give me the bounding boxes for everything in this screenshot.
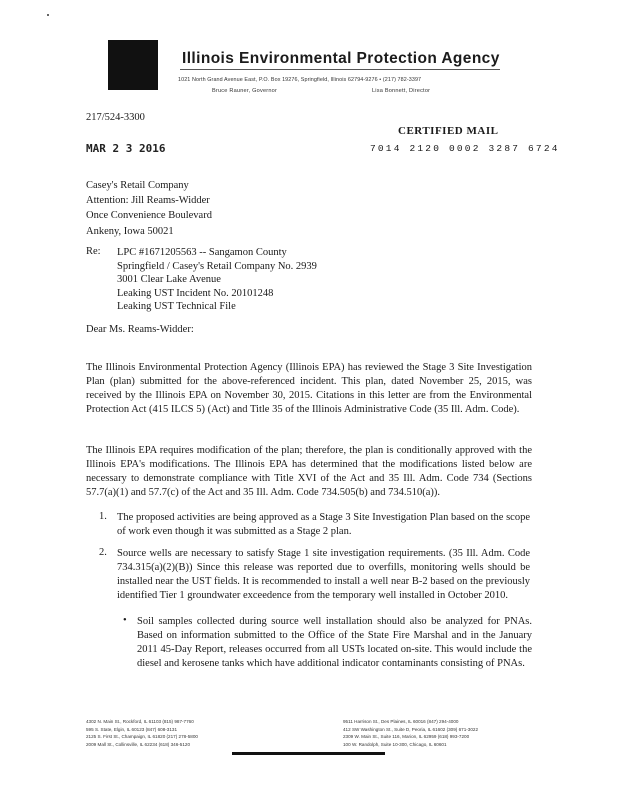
re-label: Re: (86, 246, 101, 257)
date-stamp: MAR 2 3 2016 (86, 142, 166, 155)
list-item-text: Source wells are necessary to satisfy Stage 1 site investigation requirements. (35 Ill. Adm. Code 734.315(a)(2)(B)) Since this release was reported due to overfills, monitoring wells should be installed near the UST fields. It is recommended to install a well near B-2 based on the previously identified Tier 1 groundwater exceedence from the temporary well installed in October 2010. (117, 548, 530, 601)
body-paragraph: The Illinois EPA requires modification of the plan; therefore, the plan is conditionally approved with the Illinois EPA's modifications. The Illinois EPA has determined that the modifications listed below are necessary to demonstrate compliance with Title XVI of the Act and 35 Ill. Adm. Code 734 (Sections 57.7(a)(1) and 57.7(c) of the Act and 35 Ill. Adm. Code 734.505(b) and 734.510(a)). (86, 445, 532, 498)
certified-mail-label: CERTIFIED MAIL (398, 125, 499, 137)
list-number: 2. (99, 547, 107, 558)
re-line: Leaking UST Incident No. 20101248 (117, 287, 274, 299)
agency-address: 1021 North Grand Avenue East, P.O. Box 19276, Springfield, Illinois 62794-9276 • (217) 782-3397 (178, 77, 422, 83)
footer-line: 9511 Harrison St., Des Plaines, IL 60016 (847) 294-4000 (343, 719, 459, 724)
addressee-line: Attention: Jill Reams-Widder (86, 195, 210, 207)
re-line: LPC #1671205563 -- Sangamon County (117, 247, 287, 258)
scan-speck (47, 14, 49, 16)
agency-name: Illinois Environmental Protection Agency (182, 50, 500, 67)
phone-number: 217/524-3300 (86, 112, 145, 123)
addressee-line: Once Convenience Boulevard (86, 210, 212, 222)
footer-line: 412 SW Washington St., Suite D, Peoria, IL 61602 (309) 671-3022 (343, 726, 478, 732)
body-paragraph: The Illinois Environmental Protection Agency (Illinois EPA) has reviewed the Stage 3 Site Investigation Plan (plan) submitted for the above-referenced incident. This plan, dated November 25, 2015, was received by the Illinois EPA on November 30, 2015. Citations in this letter are from the Environmental Protection Act (415 ILCS 5) (Act) and Title 35 of the Illinois Administrative Code (35 Ill. Adm. Code). (86, 362, 532, 415)
re-block (117, 246, 317, 314)
re-line: Springfield / Casey's Retail Company No. 2939 (117, 260, 317, 272)
footer-line: 595 S. State, Elgin, IL 60123 (847) 608-3131 (86, 726, 178, 732)
tracking-number: 7014 2120 0002 3287 6724 (370, 143, 560, 154)
agency-logo (108, 40, 158, 90)
re-line: Leaking UST Technical File (117, 301, 236, 313)
bullet-icon: • (123, 615, 127, 626)
footer-line: 2009 Mall St., Collinsville, IL 62234 (618) 346-5120 (86, 741, 191, 747)
re-line: 3001 Clear Lake Avenue (117, 274, 221, 286)
addressee-line: Ankeny, Iowa 50021 (86, 225, 174, 237)
addressee-block (86, 178, 212, 239)
governor-name: Bruce Rauner, Governor (212, 88, 278, 94)
footer-line: 2309 W. Main St., Suite 116, Marion, IL 62959 (618) 993-7200 (343, 734, 470, 739)
list-number: 1. (99, 511, 107, 522)
footer-offices-right (343, 718, 478, 748)
addressee-line: Casey's Retail Company (86, 180, 189, 191)
footer-bar (232, 752, 385, 755)
bullet-text: Soil samples collected during source well installation should also be analyzed for PNAs. Based on information submitted to the Office of the State Fire Marshal and in the January 2011 45-Day Report, releases occurred from all USTs located on-site. This would include the diesel and kerosene tanks which have additional indicator contaminants consisting of PNAs. (137, 616, 532, 669)
list-item-text: The proposed activities are being approved as a Stage 3 Site Investigation Plan based on the scope of work even though it was submitted as a Stage 2 plan. (117, 512, 530, 537)
footer-line: 4302 N. Main St., Rockford, IL 61103 (815) 987-7760 (86, 719, 194, 724)
letterhead-rule (180, 69, 500, 70)
footer-line: 100 W. Randolph, Suite 10-300, Chicago, IL 60601 (343, 741, 447, 747)
director-name: Lisa Bonnett, Director (372, 88, 431, 94)
footer-line: 2125 S. First St., Champaign, IL 61820 (217) 278-5800 (86, 734, 198, 739)
footer-offices-left (86, 718, 198, 748)
salutation: Dear Ms. Reams-Widder: (86, 324, 194, 335)
